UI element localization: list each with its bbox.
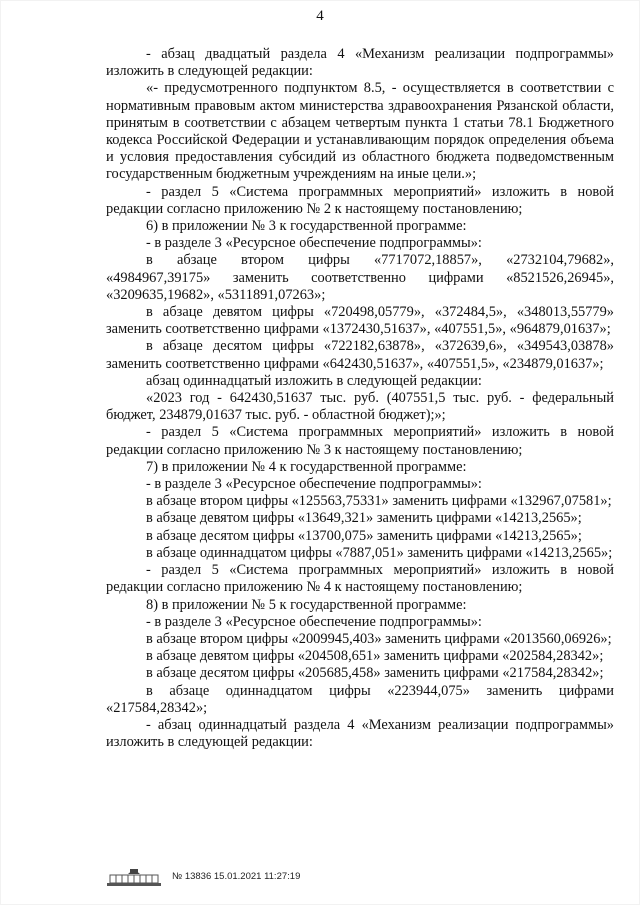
document-footer [106,862,506,892]
paragraph: абзац одиннадцатый изложить в следующей редакции: [146,372,482,389]
paragraph: - раздел 5 «Система программных мероприятий» изложить в новой редакции согласно приложению № 3 к настоящему постановлению; [106,424,614,458]
paragraph: в абзаце десятом цифры «722182,63878», «372639,6», «349543,03878» заменить соответственно цифрами «642430,51637», «407551,5», «234879,01637»; [106,338,614,372]
paragraph: «2023 год - 642430,51637 тыс. руб. (407551,5 тыс. руб. - федеральный бюджет, 234879,01637 тыс. руб. - областной бюджет);»; [106,390,614,424]
paragraph: в абзаце одиннадцатом цифры «7887,051» заменить цифрами «14213,2565»; [146,544,613,561]
paragraph: - абзац одиннадцатый раздела 4 «Механизм реализации подпрограммы» изложить в следующей редакции: [106,716,614,751]
paragraph: - в разделе 3 «Ресурсное обеспечение подпрограммы»: [146,235,482,252]
paragraph: 8) в приложении № 5 к государственной программе: [146,596,467,613]
page-number: 4 [316,8,324,24]
paragraph: - в разделе 3 «Ресурсное обеспечение подпрограммы»: [146,476,482,493]
paragraph: в абзаце втором цифры «2009945,403» заменить цифрами «2013560,06926»; [146,630,612,647]
paragraph: в абзаце девятом цифры «204508,651» заменить цифрами «202584,28342»; [146,648,604,665]
building-stamp-icon [106,866,162,888]
paragraph: - в разделе 3 «Ресурсное обеспечение подпрограммы»: [146,613,482,630]
paragraph: 7) в приложении № 4 к государственной программе: [146,458,467,475]
paragraph: в абзаце втором цифры «125563,75331» заменить цифрами «132967,07581»; [146,493,612,510]
paragraph: - раздел 5 «Система программных мероприятий» изложить в новой редакции согласно приложению № 4 к настоящему постановлению; [106,562,614,596]
paragraph: «- предусмотренного подпунктом 8.5, - осуществляется в соответствии с нормативным правовым актом министерства здравоохранения Рязанской области, принятым в соответствии с абзацем четвертым пункта 1 статьи 78.1 Бюджетного кодекса Российской Федерации и устанавливающим порядок определения объема и условия предоставления субсидий из областного бюджета подведомственным государственным бюджетным учреждениям на иные цели.»; [106,80,614,183]
paragraph: в абзаце девятом цифры «720498,05779», «372484,5», «348013,55779» заменить соответственно цифрами «1372430,51637», «407551,5», «964879,01637»; [106,304,614,338]
paragraph: в абзаце одиннадцатом цифры «223944,075» заменить цифрами «217584,28342»; [106,682,614,716]
registration-stamp-text: № 13836 15.01.2021 11:27:19 [172,871,301,882]
paragraph: в абзаце десятом цифры «13700,075» заменить цифрами «14213,2565»; [146,527,582,544]
paragraph: - абзац двадцатый раздела 4 «Механизм реализации подпрограммы» изложить в следующей редакции: [106,46,614,80]
document-body [106,46,614,751]
paragraph: в абзаце десятом цифры «205685,458» заменить цифрами «217584,28342»; [146,665,604,682]
paragraph: в абзаце втором цифры «7717072,18857», «2732104,79682», «4984967,39175» заменить соответственно цифрами «8521526,26945», «3209635,19682», «5311891,07263»; [106,252,614,303]
paragraph: - раздел 5 «Система программных мероприятий» изложить в новой редакции согласно приложению № 2 к настоящему постановлению; [106,183,614,217]
paragraph: в абзаце девятом цифры «13649,321» заменить цифрами «14213,2565»; [146,510,582,527]
paragraph: 6) в приложении № 3 к государственной программе: [146,218,467,235]
